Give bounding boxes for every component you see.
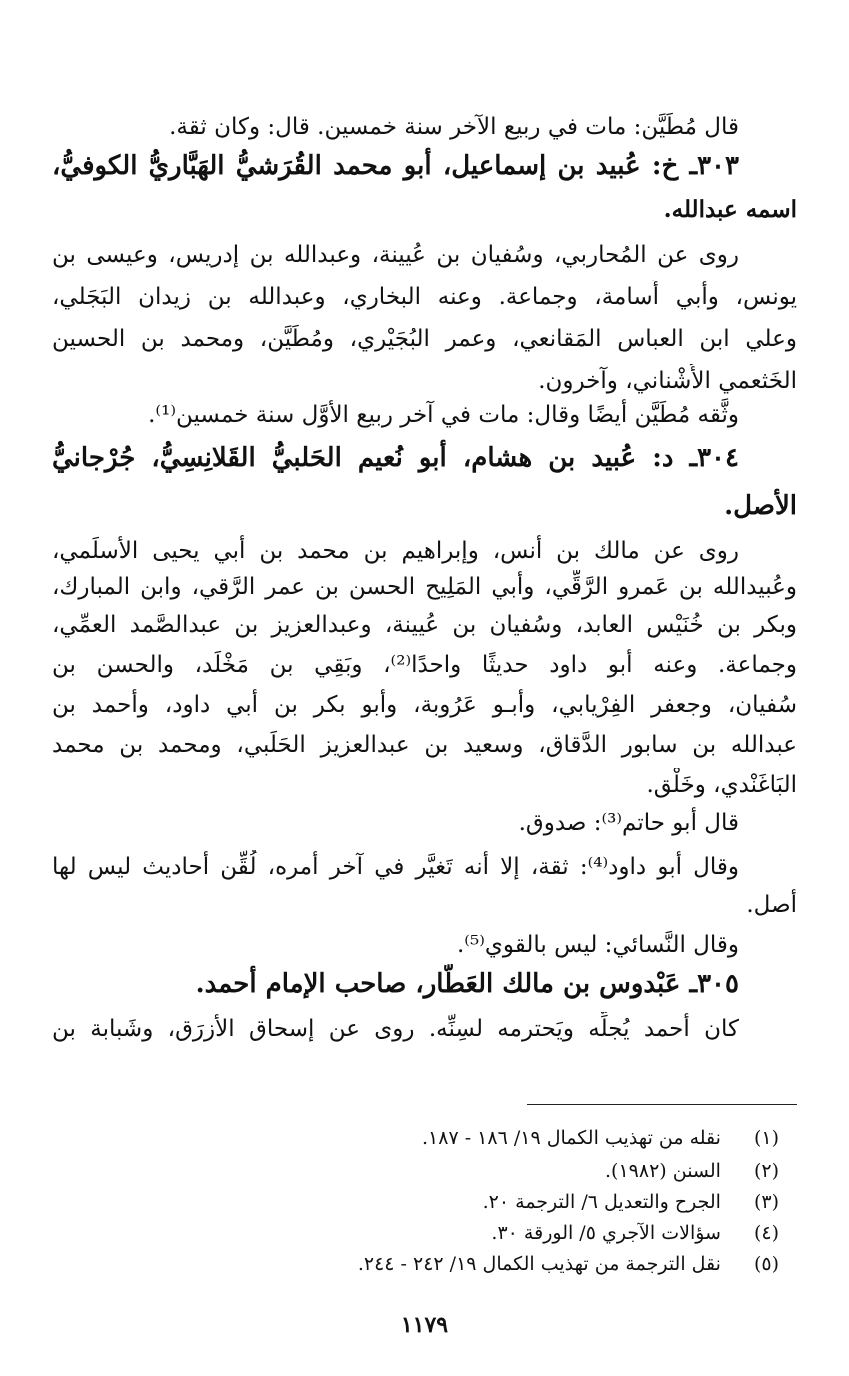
text-line: البَاغَنْدي، وخَلْق. — [646, 772, 797, 798]
text-line: وجماعة. وعنه أبو داود حديثًا واحدًا⁽²⁾، وبَقِي بن مَخْلَد، والحسن بن — [52, 652, 797, 678]
footnote-number: (٥) — [753, 1253, 779, 1275]
entry-heading-305: ٣٠٥ـ عَبْدوس بن مالك العَطَّار، صاحب الإمام أحمد. — [195, 969, 739, 999]
entry-heading-304-cont: الأصل. — [724, 491, 797, 521]
footnote-separator — [527, 1104, 797, 1105]
footnote-text: السنن (١٩٨٢). — [605, 1160, 721, 1182]
footnote-number: (٢) — [753, 1160, 779, 1182]
page-number: ١١٧٩ — [400, 1312, 449, 1338]
text-line: روى عن المُحاربي، وسُفيان بن عُيينة، وعبدالله بن إدريس، وعيسى بن — [52, 242, 739, 268]
footnote-text: سؤالات الآجري ٥/ الورقة ٣٠. — [491, 1222, 721, 1244]
footnote — [52, 1124, 779, 1154]
footnote-number: (١) — [753, 1127, 779, 1149]
text-line: يونس، وأبي أُسامة، وجماعة. وعنه البخاري، وعبدالله بن زيدان البَجَلي، — [52, 284, 797, 310]
entry-heading-303: ٣٠٣ـ خ: عُبيد بن إسماعيل، أبو محمد القُرَشيُّ الهَبَّاريُّ الكوفيُّ، — [52, 151, 739, 181]
footnote — [52, 1157, 779, 1187]
text-line: وبكر بن خُنَيْس العابد، وسُفيان بن عُيينة، وعبدالعزيز بن عبدالصَّمد العمِّي، — [52, 612, 797, 638]
text-line: وثَّقه مُطَيَّن أيضًا وقال: مات في آخر ربيع الأوَّل سنة خمسين⁽¹⁾. — [148, 402, 739, 428]
footnote — [52, 1188, 779, 1218]
text-line: روى عن مالك بن أنس، وإبراهيم بن محمد بن أبي يحيى الأسلَمي، — [52, 538, 739, 564]
text-line: وقال النَّسائي: ليس بالقوي⁽⁵⁾. — [457, 932, 739, 958]
entry-heading-304: ٣٠٤ـ د: عُبيد بن هشام، أبو نُعيم الحَلبيُّ القَلانِسِيُّ، جُرْجانيُّ — [52, 443, 739, 473]
text-line: وعلي ابن العباس المَقانعي، وعمر البُجَيْري، ومُطَيَّن، ومحمد بن الحسين — [52, 326, 797, 352]
footnote-text: نقل الترجمة من تهذيب الكمال ١٩/ ٢٤٢ - ٢٤٤. — [357, 1253, 721, 1275]
text-line: الخَثعمي الأُشْناني، وآخرون. — [538, 368, 797, 394]
text-line: قال مُطَيَّن: مات في ربيع الآخر سنة خمسين. قال: وكان ثقة. — [169, 114, 739, 140]
text-line: وقال أبو داود⁽⁴⁾: ثقة، إلا أنه تَغيَّر في آخر أمره، لُقِّن أحاديث ليس لها — [52, 854, 739, 880]
entry-heading-303-cont: اسمه عبدالله. — [663, 196, 797, 223]
text-line: عبدالله بن سابور الدَّقاق، وسعيد بن عبدالعزيز الحَلَبي، ومحمد بن محمد — [52, 732, 797, 758]
footnote — [52, 1250, 779, 1280]
text-line: قال أبو حاتم⁽³⁾: صدوق. — [518, 810, 739, 836]
footnote-number: (٤) — [753, 1222, 779, 1244]
text-line: كان أحمد يُجلِّه ويَحترمه لسِنِّه. روى عن إسحاق الأزرَق، وشَبابة بن — [52, 1016, 739, 1042]
footnote — [52, 1219, 779, 1249]
footnote-number: (٣) — [753, 1191, 779, 1213]
text-line: سُفيان، وجعفر الفِرْيابي، وأبـو عَرُوبة، وأبو بكر بن أبي داود، وأحمد بن — [52, 692, 797, 718]
text-line: أصل. — [746, 892, 797, 918]
footnote-text: نقله من تهذيب الكمال ١٩/ ١٨٦ - ١٨٧. — [422, 1127, 721, 1149]
footnote-text: الجرح والتعديل ٦/ الترجمة ٢٠. — [482, 1191, 721, 1213]
text-line: وعُبيدالله بن عَمرو الرَّقِّي، وأبي المَلِيح الحسن بن عمر الرَّقي، وابن المبارك، — [52, 574, 797, 600]
